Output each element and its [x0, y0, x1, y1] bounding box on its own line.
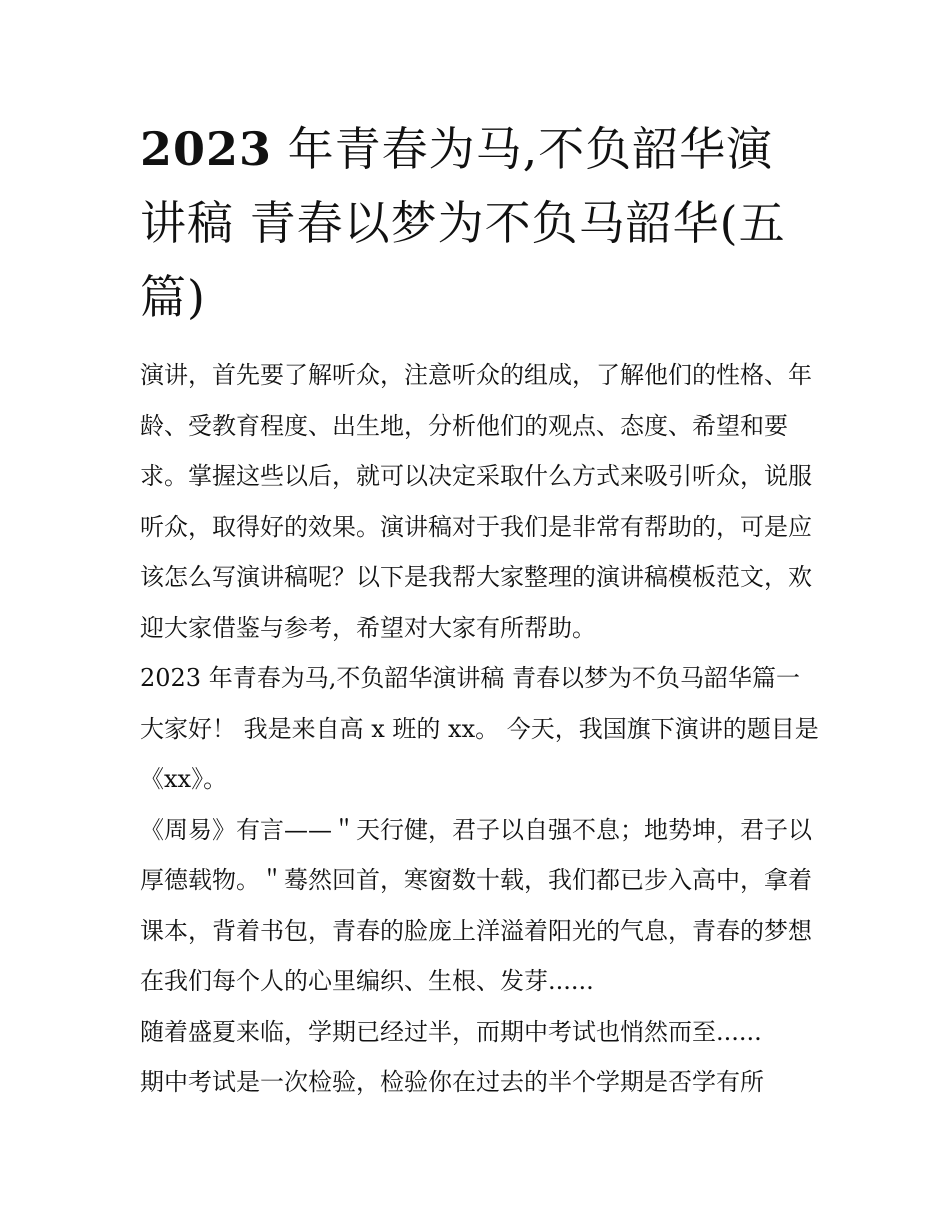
section-heading: 2023 年青春为马,不负韶华演讲稿 青春以梦为不负马韶华篇一: [140, 664, 800, 692]
body-paragraph: 随着盛夏来临，学期已经过半，而期中考试也悄然而至......: [140, 1017, 762, 1046]
body-paragraph: 期中考试是一次检验，检验你在过去的半个学期是否学有所: [140, 1068, 764, 1096]
body-paragraph: 《周易》有言——＂天行健，君子以自强不息；地势坤，君子以厚德载物。＂蓦然回首，寒窗数十载，我们都已步入高中，拿着课本，背着书包，青春的脸庞上洋溢着阳光的气息，青春的梦想在我们每个人的心里编织、生根、发芽......: [140, 815, 812, 995]
body-paragraph: 大家好！ 我是来自高 x 班的 xx。 今天，我国旗下演讲的题目是《xx》。: [140, 714, 819, 793]
document-title: [140, 112, 820, 334]
title-text: 年青春为马,不负韶华演讲稿 青春以梦为不负马韶华(五篇): [140, 122, 786, 324]
document-body: [140, 112, 820, 1108]
title-year: 2023: [140, 122, 273, 176]
intro-paragraph: 演讲，首先要了解听众，注意听众的组成，了解他们的性格、年龄、受教育程度、出生地，分析他们的观点、态度、希望和要求。掌握这些以后，就可以决定采取什么方式来吸引听众，说服听众，取得好的效果。演讲稿对于我们是非常有帮助的，可是应该怎么写演讲稿呢？以下是我帮大家整理的演讲稿模板范文，欢迎大家借鉴与参考，希望对大家有所帮助。: [140, 361, 812, 642]
